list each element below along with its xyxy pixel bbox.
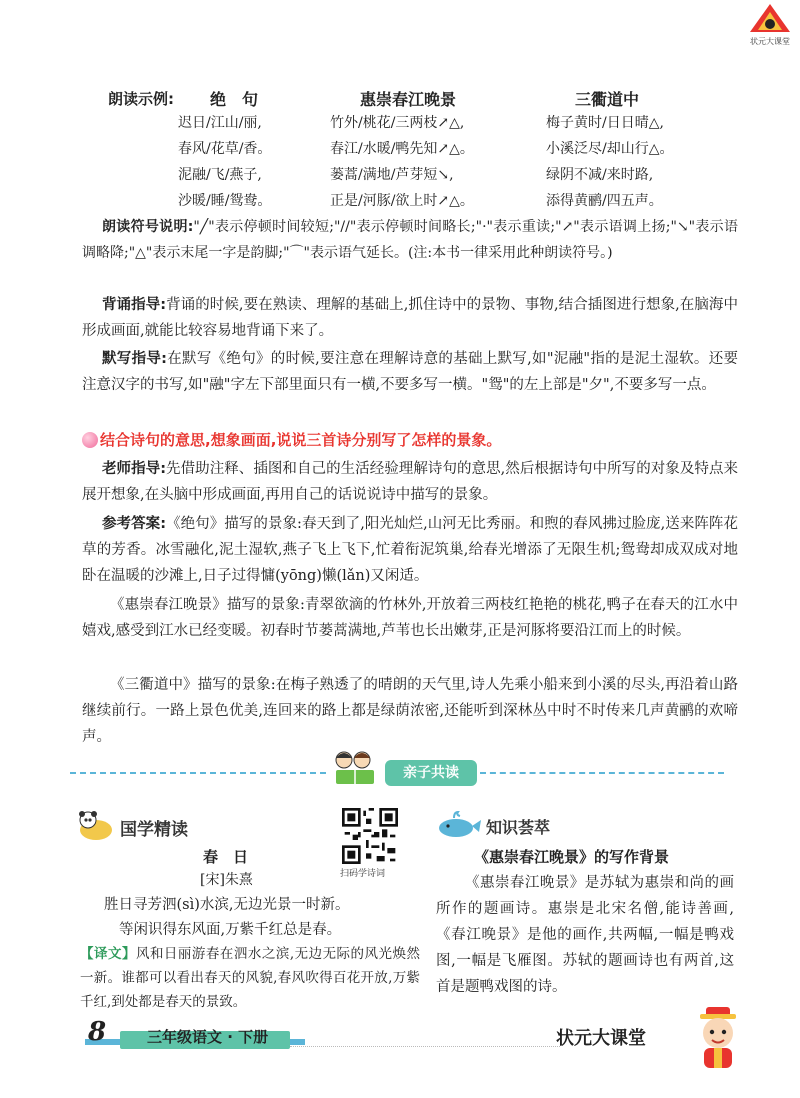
whale-icon: [436, 810, 482, 840]
poem-lines-sanqu: [546, 110, 673, 214]
symbols-paragraph: [82, 214, 738, 266]
poem-line: 梅子黄时/日日晴△,: [546, 115, 664, 131]
poem-line: 竹外/桃花/三两枝↗△,: [330, 115, 465, 131]
zhishi-title: 《惠崇春江晚景》的写作背景: [474, 848, 670, 866]
guoxue-translation: [80, 942, 420, 1014]
page-number: 8: [88, 1017, 107, 1047]
poem-line: 迟日/江山/丽,: [178, 115, 262, 131]
task-prompt: 结合诗句的意思,想象画面,说说三首诗分别写了怎样的景象。: [100, 431, 502, 449]
logo-text: 状元大课堂: [750, 37, 790, 46]
dictation-lead: 默写指导:: [102, 351, 167, 367]
family-reading-icon: [330, 748, 380, 786]
zhishi-heading: 知识荟萃: [486, 818, 551, 837]
poem-title-huichong: 惠崇春江晚景: [360, 90, 457, 109]
dictation-paragraph: [82, 346, 738, 398]
translation-label: 【译文】: [80, 946, 136, 962]
recite-lead: 背诵指导:: [102, 297, 167, 313]
poem-line: 添得黄鹂/四五声。: [546, 193, 663, 209]
poem-line: 正是/河豚/欲上时↗△。: [330, 193, 474, 209]
recite-paragraph: [82, 292, 738, 344]
task-bullet-icon: [82, 432, 98, 448]
zhishi-text: 《惠崇春江晚景》是苏轼为惠崇和尚的画所作的题画诗。惠崇是北宋名僧,能诗善画,《春江晚景》是他的画作,共两幅,一幅是鸭戏图,一幅是飞雁图。苏轼的题画诗也有两首,这首是题鸭戏图的诗。: [436, 875, 734, 995]
poem-lines-huichong: [330, 110, 474, 214]
poem-title-jueju: 绝 句: [210, 90, 259, 109]
poem-line: 春风/花草/香。: [178, 141, 272, 157]
logo-house-icon: [748, 2, 792, 34]
footer-dotted-line: [290, 1046, 560, 1047]
poem-line: 泥融/飞/燕子,: [178, 167, 262, 183]
section-divider-right: [480, 772, 724, 774]
answer-paragraph-3: 《三衢道中》描写的景象:在梅子熟透了的晴朗的天气里,诗人先乘小船来到小溪的尽头,再沿着山路继续前行。一路上景色优美,连回来的路上都是绿荫浓密,还能听到深林丛中时不时传来几声黄鹂的欢啼声。: [82, 677, 738, 745]
teacher-paragraph: [82, 456, 738, 508]
poem-line: 绿阴不减/来时路,: [546, 167, 654, 183]
answer-paragraph-1: [82, 511, 738, 589]
logo: [748, 2, 792, 46]
guoxue-poem-line-2: 等闲识得东风面,万紫千红总是春。: [119, 922, 342, 938]
poem-line: 春江/水暖/鸭先知↗△。: [330, 141, 474, 157]
answer-text-1: 《绝句》描写的景象:春天到了,阳光灿烂,山河无比秀丽。和煦的春风拂过脸庞,送来阵阵花草的芳香。冰雪融化,泥土湿软,燕子飞上飞下,忙着衔泥筑巢,给春光增添了无限生机;鸳鸯却成双成对地卧在温暖的沙滩上,日子过得慵(yōng)懒(lǎn)又闲适。: [82, 516, 738, 584]
translation-text: 风和日丽游春在泗水之滨,无边无际的风光焕然一新。谁都可以看出春天的风貌,春风吹得百花开放,万紫千红,到处都是春天的景致。: [80, 946, 420, 1010]
guoxue-heading: 国学精读: [120, 820, 188, 840]
guoxue-poem-author: [宋]朱熹: [200, 872, 253, 888]
poem-line: 沙暖/睡/鸳鸯。: [178, 193, 272, 209]
poem-line: 蒌蒿/满地/芦芽短↘,: [330, 167, 454, 183]
poem-title-sanqu: 三衢道中: [575, 90, 640, 109]
teacher-lead: 老师指导:: [102, 461, 166, 477]
panda-icon: [76, 808, 116, 842]
guoxue-poem-title: 春 日: [203, 848, 249, 866]
recite-text: 背诵的时候,要在熟读、理解的基础上,抓住诗中的景物、事物,结合插图进行想象,在脑海中形成画面,就能比较容易地背诵下来了。: [82, 297, 738, 339]
section-tag: 亲子共读: [385, 760, 477, 786]
teacher-text: 先借助注释、插图和自己的生活经验理解诗句的意思,然后根据诗句中所写的对象及特点来展开想象,在头脑中形成画面,再用自己的话说说诗中描写的景象。: [82, 461, 738, 503]
poem-lines-jueju: [178, 110, 271, 214]
section-divider-left: [70, 772, 326, 774]
reading-example-label: 朗读示例:: [108, 90, 174, 108]
book-title: 三年级语文 · 下册: [147, 1028, 269, 1046]
mascot-icon: [690, 1005, 746, 1071]
dictation-text: 在默写《绝句》的时候,要注意在理解诗意的基础上默写,如"泥融"指的是泥土湿软。还要注意汉字的书写,如"融"字左下部里面只有一横,不要多写一横。"鸳"的左上部是"夕",不要多写一点。: [82, 351, 738, 393]
symbols-lead: 朗读符号说明:: [102, 219, 194, 235]
qr-code[interactable]: [342, 808, 398, 864]
qr-caption: 扫码学诗词: [340, 869, 386, 879]
answer-paragraph-2: 《惠崇春江晚景》描写的景象:青翠欲滴的竹林外,开放着三两枝红艳艳的桃花,鸭子在春天的江水中嬉戏,感受到江水已经变暖。初春时节蒌蒿满地,芦苇也长出嫩芽,正是河豚将要沿江而上的时候。: [82, 597, 738, 639]
brand-name: 状元大课堂: [556, 1028, 646, 1049]
guoxue-poem-line-1: 胜日寻芳泗(sì)水滨,无边光景一时新。: [104, 897, 350, 913]
answer-lead: 参考答案:: [102, 516, 167, 532]
poem-line: 小溪泛尽/却山行△。: [546, 141, 674, 157]
symbols-text: "╱"表示停顿时间较短;"//"表示停顿时间略长;"·"表示重读;"↗"表示语调上扬;"↘"表示语调略降;"△"表示末尾一字是韵脚;"⌒"表示语气延长。(注:本书一律采用此种朗读符号。): [82, 219, 738, 261]
